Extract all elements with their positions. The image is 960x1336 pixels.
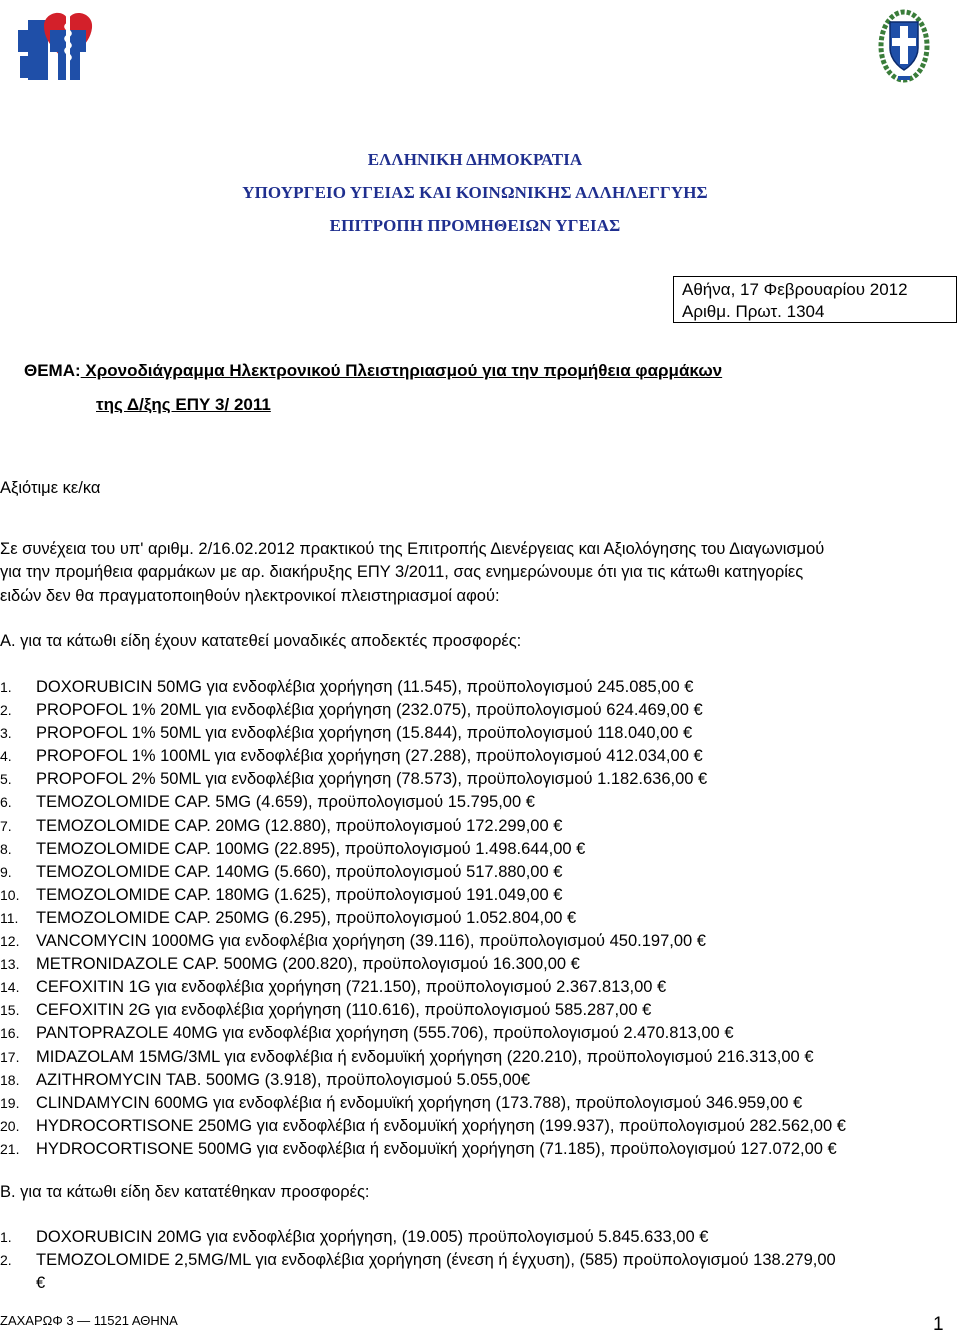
list-item: 5. PROPOFOL 2% 50ML για ενδοφλέβια χορήγηση (78.573), προϋπολογισμού 1.182.636,00 € <box>0 770 708 789</box>
list-item: 19. CLINDAMYCIN 600MG για ενδοφλέβια ή ενδομυϊκή χορήγηση (173.788), προϋπολογισμού 346.959,00 € <box>0 1093 803 1112</box>
list-item <box>0 1272 836 1295</box>
ministry-health-logo-icon <box>14 6 100 86</box>
list-item: 2. PROPOFOL 1% 20ML για ενδοφλέβια χορήγηση (232.075), προϋπολογισμού 624.469,00 € <box>0 701 703 720</box>
footer-address: ΖΑΧΑΡΩΦ 3 — 11521 ΑΘΗΝΑ <box>0 1313 178 1328</box>
header-line-ministry: ΥΠΟΥΡΓΕΙΟ ΥΓΕΙΑΣ ΚΑΙ ΚΟΙΝΩΝΙΚΗΣ ΑΛΛΗΛΕΓΓΥΗΣ <box>242 183 708 202</box>
list-item: 1. DOXORUBICIN 20MG για ενδοφλέβια χορήγηση, (19.005) προϋπολογισμού 5.845.633,00 € <box>0 1228 709 1246</box>
list-item: 17. MIDAZOLAM 15MG/3ML για ενδοφλέβια ή ενδομυϊκή χορήγηση (220.210), προϋπολογισμού 216.313,00 € <box>0 1047 814 1066</box>
list-item: 14. CEFOXITIN 1G για ενδοφλέβια χορήγηση (721.150), προϋπολογισμού 2.367.813,00 € <box>0 978 667 997</box>
greek-state-emblem-icon <box>878 4 930 84</box>
header-line-committee: ΕΠΙΤΡΟΠΗ ΠΡΟΜΗΘΕΙΩΝ ΥΓΕΙΑΣ <box>329 216 621 235</box>
subject-label: ΘΕΜΑ: <box>24 361 81 380</box>
document-date: Αθήνα, 17 Φεβρουαρίου 2012 <box>682 280 908 299</box>
list-item: 9. TEMOZOLOMIDE CAP. 140MG (5.660), προϋπολογισμού 517.880,00 € <box>0 862 563 881</box>
list-item: 20. HYDROCORTISONE 250MG για ενδοφλέβια ή ενδομυϊκή χορήγηση (199.937), προϋπολογισμού 282.562,00 € <box>0 1116 846 1135</box>
page-number: 1 <box>933 1314 944 1335</box>
subject-line-2: της Δ/ξης ΕΠΥ 3/ 2011 <box>96 395 271 414</box>
list-item: 10. TEMOZOLOMIDE CAP. 180MG (1.625), προϋπολογισμού 191.049,00 € <box>0 885 563 904</box>
intro-line-2: για την προμήθεια φαρμάκων με αρ. διακήρυξης ΕΠΥ 3/2011, σας ενημερώνουμε ότι για τις κάτωθι κατηγορίες <box>0 563 804 581</box>
protocol-number: Αριθμ. Πρωτ. 1304 <box>682 302 825 321</box>
list-item: 3. PROPOFOL 1% 50ML για ενδοφλέβια χορήγηση (15.844), προϋπολογισμού 118.040,00 € <box>0 724 693 743</box>
list-item: 1. DOXORUBICIN 50MG για ενδοφλέβια χορήγηση (11.545), προϋπολογισμού 245.085,00 € <box>0 678 694 696</box>
list-item: 18. AZITHROMYCIN TAB. 500MG (3.918), προϋπολογισμού 5.055,00€ <box>0 1070 530 1089</box>
list-item: 4. PROPOFOL 1% 100ML για ενδοφλέβια χορήγηση (27.288), προϋπολογισμού 412.034,00 € <box>0 747 703 766</box>
list-item: 15. CEFOXITIN 2G για ενδοφλέβια χορήγηση (110.616), προϋπολογισμού 585.287,00 € <box>0 1001 652 1020</box>
subject-line-1: Χρονοδιάγραμμα Ηλεκτρονικού Πλειστηριασμού για την προμήθεια φαρμάκων <box>80 361 723 380</box>
greeting: Αξιότιμε κε/κα <box>0 479 101 497</box>
list-item: 7. TEMOZOLOMIDE CAP. 20MG (12.880), προϋπολογισμού 172.299,00 € <box>0 816 563 835</box>
intro-line-1: Σε συνέχεια του υπ' αριθμ. 2/16.02.2012 πρακτικού της Επιτροπής Διενέργειας και Αξιολόγησης του Διαγωνισμού <box>0 540 825 558</box>
trailing-euro-sign: € <box>36 1274 46 1293</box>
subject-block <box>24 354 722 422</box>
list-item: 16. PANTOPRAZOLE 40MG για ενδοφλέβια χορήγηση (555.706), προϋπολογισμού 2.470.813,00 € <box>0 1024 734 1043</box>
date-protocol-box <box>673 276 957 323</box>
list-item: 21. HYDROCORTISONE 500MG για ενδοφλέβια ή ενδομυϊκή χορήγηση (71.185), προϋπολογισμού 127.072,00 € <box>0 1139 837 1158</box>
section-b-list <box>0 1226 836 1295</box>
list-item: 13. METRONIDAZOLE CAP. 500MG (200.820), προϋπολογισμού 16.300,00 € <box>0 955 580 974</box>
section-b-heading: Β. για τα κάτωθι είδη δεν κατατέθηκαν προσφορές: <box>0 1183 370 1201</box>
list-item: 2. TEMOZOLOMIDE 2,5MG/ML για ενδοφλέβια χορήγηση (ένεση ή έγχυση), (585) προϋπολογισμού 138.279,00 <box>0 1251 836 1270</box>
intro-line-3: ειδών δεν θα πραγματοποιηθούν ηλεκτρονικοί πλειστηριασμοί αφού: <box>0 587 500 605</box>
list-item: 8. TEMOZOLOMIDE CAP. 100MG (22.895), προϋπολογισμού 1.498.644,00 € <box>0 839 586 858</box>
list-item: 11. TEMOZOLOMIDE CAP. 250MG (6.295), προϋπολογισμού 1.052.804,00 € <box>0 908 577 927</box>
header-line-republic: ΕΛΛΗΝΙΚΗ ΔΗΜΟΚΡΑΤΙΑ <box>367 150 583 169</box>
list-item: 12. VANCOMYCIN 1000MG για ενδοφλέβια χορήγηση (39.116), προϋπολογισμού 450.197,00 € <box>0 932 706 951</box>
section-a-heading: Α. για τα κάτωθι είδη έχουν κατατεθεί μοναδικές αποδεκτές προσφορές: <box>0 632 522 650</box>
list-item: 6. TEMOZOLOMIDE CAP. 5MG (4.659), προϋπολογισμού 15.795,00 € <box>0 793 535 812</box>
section-a-list <box>0 676 846 1161</box>
